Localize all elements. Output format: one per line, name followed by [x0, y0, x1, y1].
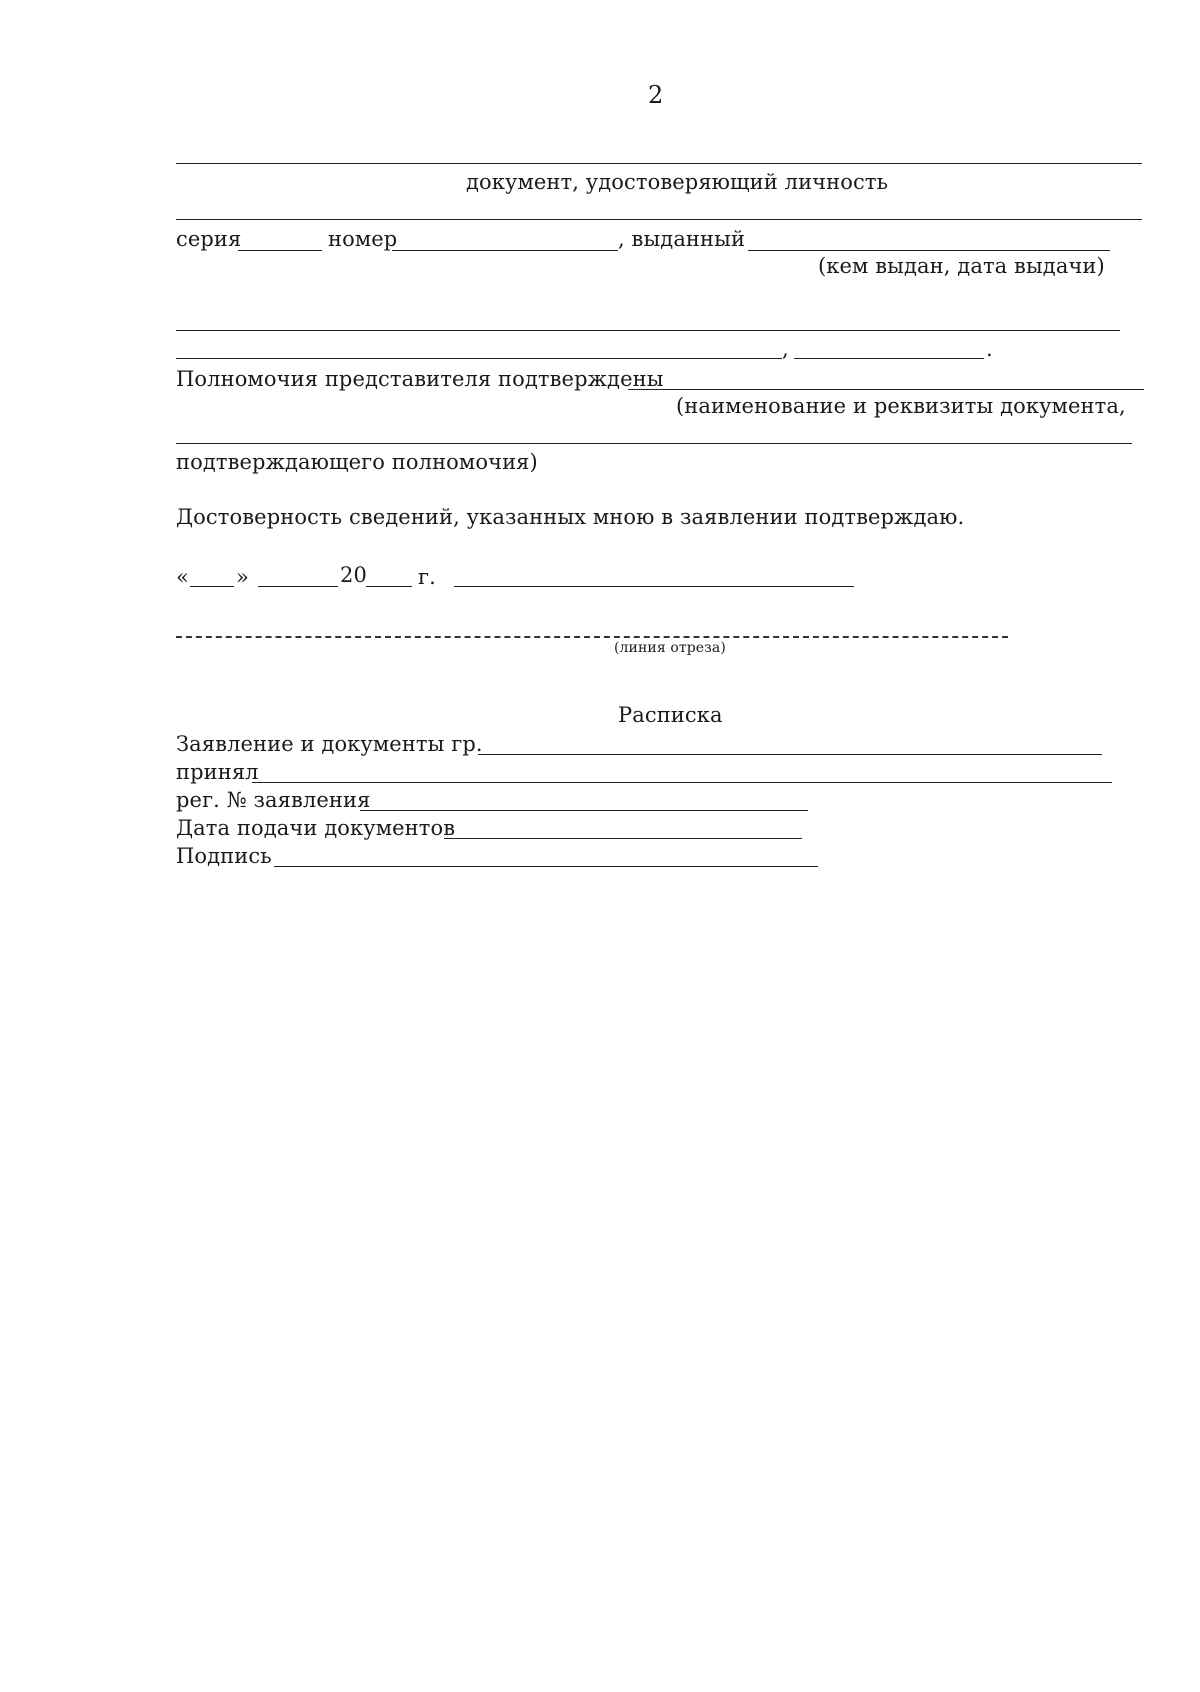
date-close-quote: » — [236, 565, 249, 589]
authority-field-2[interactable] — [176, 443, 1132, 444]
issued-continuation-line[interactable] — [176, 330, 1120, 331]
period-separator: . — [986, 337, 993, 361]
signature-field[interactable] — [274, 866, 818, 867]
identity-document-caption: документ, удостоверяющий личность — [466, 170, 889, 194]
series-field[interactable] — [238, 250, 322, 251]
comma-separator: , — [782, 337, 789, 361]
applicant-label: Заявление и документы гр. — [176, 732, 483, 756]
authority-label: Полномочия представителя подтверждены — [176, 367, 664, 391]
authority-field[interactable] — [628, 389, 1144, 390]
date-year-prefix: 20 — [340, 563, 367, 587]
date-month-field[interactable] — [258, 586, 338, 587]
submission-date-label: Дата подачи документов — [176, 816, 456, 840]
issued-caption: (кем выдан, дата выдачи) — [818, 254, 1105, 278]
cut-line-label: (линия отреза) — [614, 640, 726, 656]
issued-label: , выданный — [618, 227, 746, 251]
issued-field[interactable] — [748, 250, 1110, 251]
date-year-suffix: г. — [418, 565, 436, 589]
reg-number-label: рег. № заявления — [176, 788, 371, 812]
page-number: 2 — [648, 81, 664, 109]
reg-number-field[interactable] — [360, 810, 808, 811]
accepted-field[interactable] — [252, 782, 1112, 783]
number-field[interactable] — [392, 250, 618, 251]
authority-caption-2: подтверждающего полномочия) — [176, 450, 538, 474]
number-label: номер — [328, 227, 398, 251]
identity-document-line[interactable] — [176, 163, 1142, 164]
cut-line — [176, 636, 1008, 638]
authority-caption-1: (наименование и реквизиты документа, — [676, 394, 1126, 418]
blank-line-left[interactable] — [176, 358, 782, 359]
blank-line-right[interactable] — [794, 358, 984, 359]
accepted-label: принял — [176, 760, 259, 784]
applicant-signature-field[interactable] — [454, 586, 854, 587]
date-year-field[interactable] — [366, 586, 412, 587]
series-label: серия — [176, 227, 242, 251]
applicant-field[interactable] — [478, 754, 1102, 755]
date-open-quote: « — [176, 565, 189, 589]
confirmation-statement: Достоверность сведений, указанных мною в заявлении подтверждаю. — [176, 505, 965, 529]
identity-document-line-2[interactable] — [176, 219, 1142, 220]
receipt-title: Расписка — [618, 703, 723, 727]
submission-date-field[interactable] — [444, 838, 802, 839]
signature-label: Подпись — [176, 844, 272, 868]
date-day-field[interactable] — [190, 586, 234, 587]
